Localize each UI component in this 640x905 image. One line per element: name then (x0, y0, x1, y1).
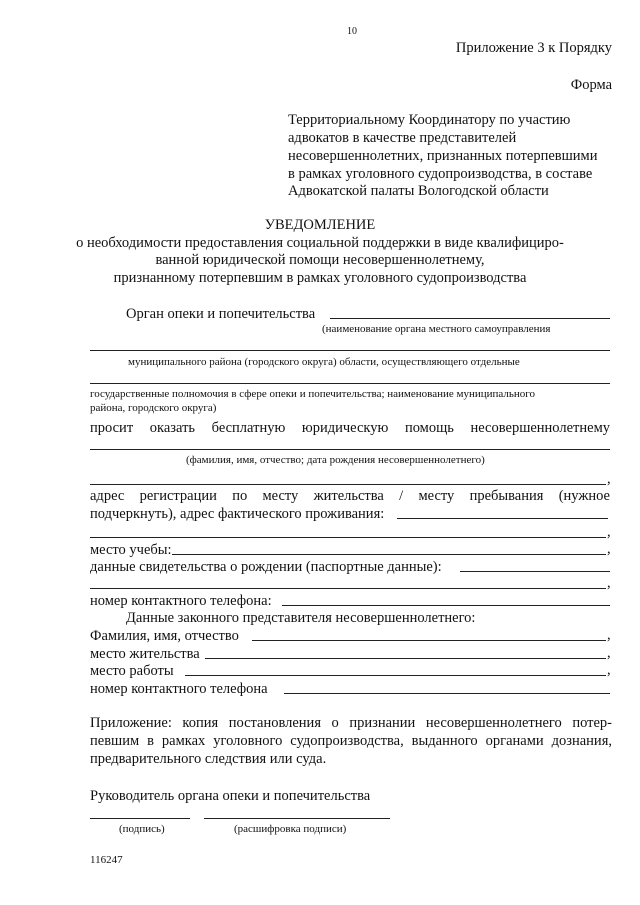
attachment-line-2: певшим в рамках уголовного судопроизводства, выданного органами дознания, (90, 733, 612, 749)
subtitle-line-3: признанному потерпевшим в рамках уголовного судопроизводства (113, 270, 527, 286)
trailing-comma: , (607, 662, 611, 678)
signature-hint: (подпись) (119, 823, 165, 835)
study-label: место учебы: (90, 542, 172, 558)
document-code: 116247 (90, 854, 123, 866)
address-line-1: адрес регистрации по месту жительства / месту пребывания (нужное (90, 488, 610, 504)
rep-name-label: Фамилия, имя, отчество (90, 628, 239, 644)
trailing-comma: , (607, 645, 611, 661)
form-label: Форма (570, 77, 612, 93)
document-title: УВЕДОМЛЕНИЕ (264, 217, 376, 233)
trailing-comma: , (607, 524, 611, 540)
rep-work-input-line[interactable] (185, 675, 606, 676)
representative-heading: Данные законного представителя несовершеннолетнего: (126, 610, 476, 626)
trailing-comma: , (607, 575, 611, 591)
addressee-line-4: в рамках уголовного судопроизводства, в составе (288, 166, 593, 182)
guardianship-hint-4: района, городского округа) (90, 402, 217, 414)
appendix-label: Приложение 3 к Порядку (455, 40, 612, 56)
signature-decode-hint: (расшифровка подписи) (234, 823, 347, 835)
rep-work-label: место работы (90, 663, 174, 679)
subtitle-line-2: ванной юридической помощи несовершеннолетнему, (155, 252, 485, 268)
signature-head-label: Руководитель органа опеки и попечительства (90, 788, 371, 804)
signature-decode-line[interactable] (204, 818, 390, 819)
minor-name-hint: (фамилия, имя, отчество; дата рождения несовершеннолетнего) (186, 454, 485, 466)
birth-cert-input-line-2[interactable] (90, 588, 606, 589)
trailing-comma: , (607, 627, 611, 643)
rep-phone-label: номер контактного телефона (90, 681, 268, 697)
rep-residence-label: место жительства (90, 646, 200, 662)
signature-line[interactable] (90, 818, 190, 819)
attachment-line-1: Приложение: копия постановления о признании несовершеннолетнего потер- (90, 715, 612, 731)
guardianship-label: Орган опеки и попечительства (126, 306, 316, 322)
rep-residence-input-line[interactable] (205, 658, 606, 659)
birth-cert-label: данные свидетельства о рождении (паспортные данные): (90, 559, 442, 575)
request-text: просит оказать бесплатную юридическую помощь несовершеннолетнему (90, 420, 610, 436)
minor-name-line-2[interactable] (90, 484, 606, 485)
attachment-line-3: предварительного следствия или суда. (90, 751, 327, 767)
rep-name-input-line[interactable] (252, 640, 606, 641)
guardianship-hint-1: (наименование органа местного самоуправления (322, 323, 551, 335)
minor-name-line[interactable] (90, 449, 610, 450)
guardianship-input-line[interactable] (330, 318, 610, 319)
trailing-comma: , (607, 471, 611, 487)
page-number: 10 (347, 26, 357, 37)
study-input-line[interactable] (172, 554, 606, 555)
addressee-line-1: Территориальному Координатору по участию (288, 112, 571, 128)
trailing-comma: , (607, 541, 611, 557)
phone-input-line[interactable] (282, 605, 610, 606)
address-input-line-2[interactable] (90, 537, 606, 538)
subtitle-line-1: о необходимости предоставления социальной поддержки в виде квалифициро- (76, 235, 564, 251)
address-input-line[interactable] (397, 518, 608, 519)
birth-cert-input-line[interactable] (460, 571, 610, 572)
guardianship-hint-2: муниципального района (городского округа) области, осуществляющего отдельные (128, 356, 520, 368)
addressee-line-5: Адвокатской палаты Вологодской области (288, 183, 549, 199)
phone-label: номер контактного телефона: (90, 593, 272, 609)
guardianship-hint-3: государственные полномочия в сфере опеки и попечительства; наименование муниципального (90, 388, 535, 400)
guardianship-input-line-3[interactable] (90, 383, 610, 384)
addressee-line-2: адвокатов в качестве представителей (288, 130, 517, 146)
address-line-2: подчеркнуть), адрес фактического проживания: (90, 506, 385, 522)
guardianship-input-line-2[interactable] (90, 350, 610, 351)
rep-phone-input-line[interactable] (284, 693, 610, 694)
addressee-line-3: несовершеннолетних, признанных потерпевшими (288, 148, 598, 164)
